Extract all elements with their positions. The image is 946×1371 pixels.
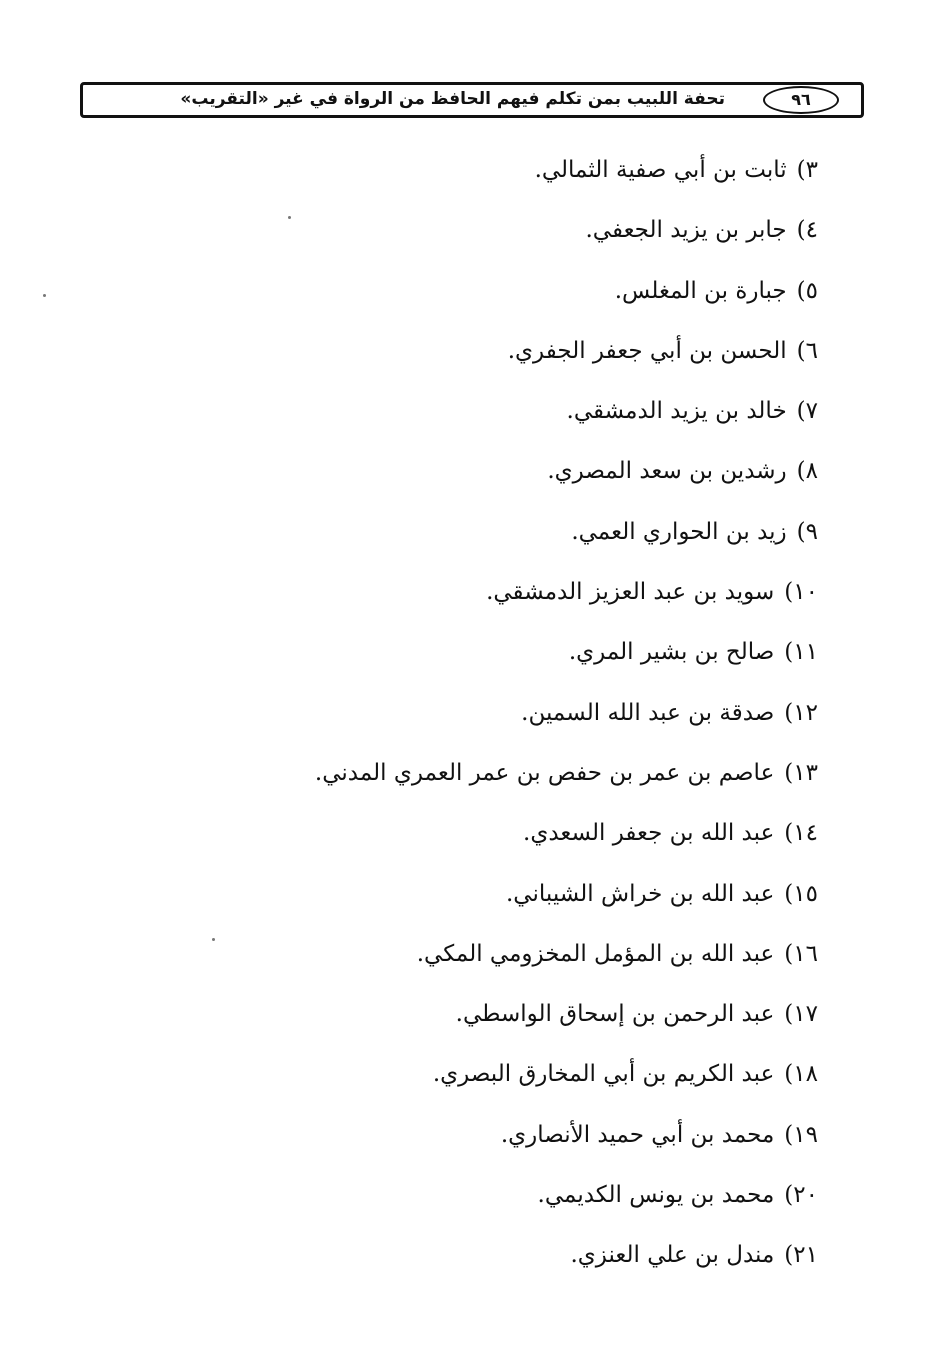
item-number: ١٠) — [784, 579, 818, 606]
list-item — [118, 992, 818, 1052]
list-item — [118, 148, 818, 208]
list-item — [118, 932, 818, 992]
scan-speck — [288, 216, 291, 219]
list-item — [118, 630, 818, 690]
narrator-name: جابر بن يزيد الجعفي. — [585, 217, 787, 244]
item-number: ٢٠) — [784, 1182, 818, 1209]
narrator-name: سويد بن عبد العزيز الدمشقي. — [486, 579, 775, 606]
narrator-name: عبد الله بن جعفر السعدي. — [523, 820, 775, 847]
list-item — [118, 751, 818, 811]
item-number: ١١) — [784, 639, 818, 666]
list-item — [118, 811, 818, 871]
item-number: ١٨) — [784, 1061, 818, 1088]
item-number: ١٢) — [784, 699, 818, 726]
narrator-name: جبارة بن المغلس. — [614, 277, 787, 304]
narrator-name: صدقة بن عبد الله السمين. — [521, 699, 775, 726]
list-item — [118, 510, 818, 570]
item-number: ٩) — [796, 518, 818, 545]
narrator-name: خالد بن يزيد الدمشقي. — [566, 398, 787, 425]
item-number: ٤) — [796, 217, 818, 244]
item-number: ٥) — [796, 277, 818, 304]
narrator-name: محمد بن يونس الكديمي. — [537, 1182, 775, 1209]
item-number: ١٧) — [784, 1001, 818, 1028]
narrator-name: صالح بن بشير المري. — [568, 639, 775, 666]
narrator-name: الحسن بن أبي جعفر الجفري. — [507, 337, 787, 364]
narrator-name: عبد الله بن خراش الشيباني. — [506, 880, 775, 907]
narrator-name: محمد بن أبي حميد الأنصاري. — [500, 1121, 775, 1148]
list-item — [118, 1173, 818, 1233]
item-number: ٢١) — [784, 1242, 818, 1269]
running-header — [80, 82, 864, 118]
narrator-name: عبد الرحمن بن إسحاق الواسطي. — [455, 1001, 775, 1028]
list-item — [118, 872, 818, 932]
item-number: ١٤) — [784, 820, 818, 847]
scan-speck — [212, 938, 215, 941]
item-number: ٣) — [796, 157, 818, 183]
list-item — [118, 329, 818, 389]
list-item — [118, 1233, 818, 1293]
item-number: ١٦) — [784, 940, 818, 967]
header-title: تحفة اللبيب بمن تكلم فيهم الحافظ من الرواة في غير «التقريب» — [180, 89, 725, 109]
scan-speck — [43, 294, 46, 297]
item-number: ٧) — [796, 398, 818, 425]
list-item — [118, 389, 818, 449]
item-number: ١٣) — [784, 759, 818, 786]
narrator-name: عاصم بن عمر بن حفص بن عمر العمري المدني. — [314, 759, 775, 786]
narrator-name: رشدين بن سعد المصري. — [547, 458, 787, 485]
list-item — [118, 1113, 818, 1173]
list-item — [118, 1052, 818, 1112]
narrator-name: عبد الله بن المؤمل المخزومي المكي. — [416, 940, 775, 967]
list-item — [118, 208, 818, 268]
list-item — [118, 570, 818, 630]
item-number: ٦) — [796, 337, 818, 364]
page-number: ٩٦ — [763, 86, 839, 114]
narrator-name: زيد بن الحواري العمي. — [571, 518, 787, 545]
narrator-name: مندل بن علي العنزي. — [570, 1242, 775, 1269]
narrator-name: ثابت بن أبي صفية الثمالي. — [534, 157, 787, 183]
item-number: ١٥) — [784, 880, 818, 907]
list-item — [118, 269, 818, 329]
item-number: ١٩) — [784, 1121, 818, 1148]
list-item — [118, 691, 818, 751]
narrator-name: عبد الكريم بن أبي المخارق البصري. — [432, 1061, 775, 1088]
item-number: ٨) — [796, 458, 818, 485]
narrator-list — [118, 148, 818, 1294]
list-item — [118, 449, 818, 509]
